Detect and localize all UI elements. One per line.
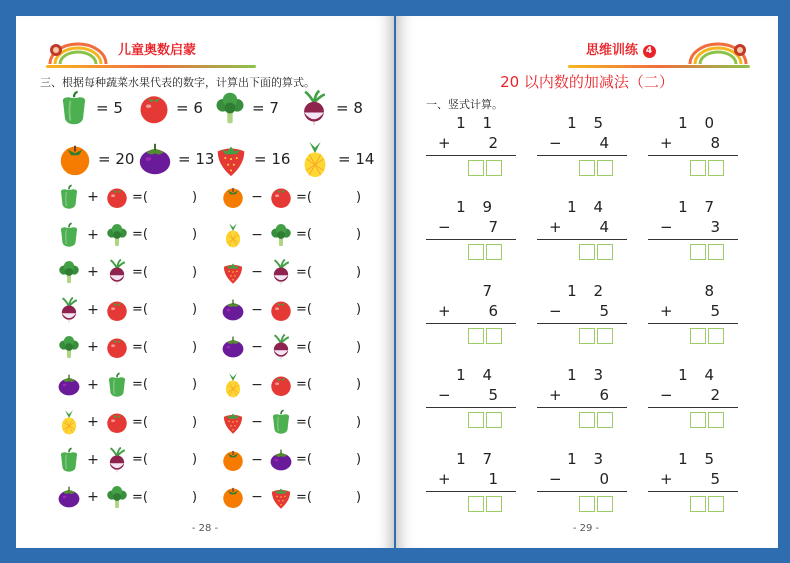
bottom-number: 6 [599, 386, 609, 404]
radish-icon [268, 334, 294, 360]
mangosteen-icon [268, 447, 294, 473]
sum-line [537, 155, 627, 156]
answer-blank[interactable]: =( ) [296, 189, 362, 205]
operator: + [438, 134, 451, 152]
answer-boxes[interactable] [468, 160, 502, 176]
answer-box[interactable] [486, 244, 502, 260]
legend-item-tomato [136, 90, 203, 126]
operator: + [660, 134, 673, 152]
mangosteen-icon [136, 140, 174, 178]
vertical-problem [537, 282, 627, 352]
tomato-icon [104, 409, 130, 435]
strawberry-icon [268, 484, 294, 510]
top-number: 7 [482, 282, 498, 300]
radish-icon [56, 297, 82, 323]
tomato-icon [268, 184, 294, 210]
sum-line [537, 323, 627, 324]
operator: − [549, 302, 562, 320]
top-number: 1 4 [567, 198, 609, 216]
answer-box[interactable] [579, 160, 595, 176]
top-number: 1 5 [678, 450, 720, 468]
bottom-number: 4 [599, 218, 609, 236]
operator: + [87, 489, 99, 505]
exercise-right [220, 222, 361, 248]
broccoli-icon [104, 222, 130, 248]
answer-box[interactable] [486, 412, 502, 428]
sum-line [426, 323, 516, 324]
exercise-left [56, 297, 197, 323]
vertical-problem [537, 114, 627, 184]
operator: + [87, 189, 99, 205]
bottom-number: 5 [710, 470, 720, 488]
left-banner [46, 34, 256, 66]
vertical-problem [648, 198, 738, 268]
legend-value: = 14 [338, 150, 375, 168]
operator: + [87, 414, 99, 430]
answer-boxes[interactable] [690, 160, 724, 176]
answer-box[interactable] [690, 160, 706, 176]
sum-line [537, 491, 627, 492]
operator: − [251, 264, 263, 280]
answer-blank[interactable]: =( ) [132, 377, 198, 392]
answer-blank[interactable]: =( ) [132, 339, 198, 355]
answer-box[interactable] [690, 412, 706, 428]
answer-box[interactable] [468, 496, 484, 512]
answer-box[interactable] [690, 244, 706, 260]
answer-blank[interactable]: =( ) [132, 302, 198, 317]
bottom-number: 1 [488, 470, 498, 488]
answer-blank[interactable]: =( ) [132, 264, 198, 280]
answer-boxes[interactable] [690, 244, 724, 260]
exercise-right [220, 372, 361, 398]
legend-item-broccoli [212, 90, 279, 126]
operator: + [87, 264, 99, 280]
top-number: 1 5 [567, 114, 609, 132]
vertical-problem [426, 366, 516, 436]
legend-value: = 8 [336, 99, 363, 117]
answer-box[interactable] [597, 496, 613, 512]
answer-box[interactable] [468, 160, 484, 176]
persimmon-icon [220, 484, 246, 510]
operator: − [549, 470, 562, 488]
top-number: 8 [704, 282, 720, 300]
exercise-right [220, 409, 361, 435]
tomato-icon [268, 297, 294, 323]
answer-boxes[interactable] [579, 496, 613, 512]
answer-box[interactable] [708, 160, 724, 176]
operator: − [660, 218, 673, 236]
operator: + [87, 451, 99, 468]
vertical-problem [648, 366, 738, 436]
legend-value: = 16 [254, 150, 291, 168]
broccoli-icon [268, 222, 294, 248]
exercise-left [56, 334, 197, 360]
rainbow-decoration-icon [686, 42, 750, 64]
page-number-left: - 28 - [191, 523, 219, 534]
operator: − [660, 386, 673, 404]
radish-icon [296, 90, 332, 126]
answer-boxes[interactable] [468, 244, 502, 260]
vertical-problem [648, 114, 738, 184]
sum-line [426, 491, 516, 492]
answer-boxes[interactable] [468, 328, 502, 344]
operator: + [660, 302, 673, 320]
exercise-left [56, 484, 197, 510]
radish-icon [268, 259, 294, 285]
vertical-problem [426, 450, 516, 520]
top-number: 1 4 [678, 366, 720, 384]
top-number: 1 2 [567, 282, 609, 300]
vertical-problem [648, 282, 738, 352]
sum-line [648, 155, 738, 156]
broccoli-icon [212, 90, 248, 126]
answer-blank[interactable]: =( ) [296, 302, 362, 317]
answer-box[interactable] [708, 244, 724, 260]
answer-box[interactable] [486, 160, 502, 176]
banner-underline [46, 65, 256, 68]
sum-line [537, 407, 627, 408]
tomato-icon [136, 90, 172, 126]
answer-boxes[interactable] [690, 328, 724, 344]
pineapple-icon [56, 409, 82, 435]
persimmon-icon [220, 447, 246, 473]
operator: − [251, 451, 263, 468]
radish-icon [104, 447, 130, 473]
bottom-number: 8 [710, 134, 720, 152]
answer-boxes[interactable] [468, 412, 502, 428]
mangosteen-icon [56, 372, 82, 398]
operator: − [251, 301, 263, 318]
answer-box[interactable] [486, 496, 502, 512]
top-number: 1 3 [567, 450, 609, 468]
sum-line [426, 239, 516, 240]
lesson-number-badge: 4 [643, 45, 656, 58]
answer-box[interactable] [597, 412, 613, 428]
legend-value: = 13 [178, 150, 215, 168]
bottom-number: 3 [710, 218, 720, 236]
exercise-right [220, 297, 361, 323]
pineapple-icon [220, 222, 246, 248]
sum-line [537, 239, 627, 240]
legend-value: = 6 [176, 99, 203, 117]
page-number-right: - 29 - [572, 523, 600, 534]
bottom-number: 6 [488, 302, 498, 320]
strawberry-icon [212, 140, 250, 178]
exercise-left [56, 372, 197, 398]
banner-underline [568, 65, 750, 68]
operator: − [251, 189, 263, 205]
sum-line [648, 239, 738, 240]
exercise-left [56, 409, 197, 435]
lesson-title: 20 以内数的加减法（二） [500, 73, 674, 91]
vertical-problem [537, 366, 627, 436]
green-pepper-icon [56, 447, 82, 473]
operator: + [87, 339, 99, 355]
answer-box[interactable] [690, 328, 706, 344]
answer-blank[interactable]: =( ) [132, 227, 198, 242]
answer-blank[interactable]: =( ) [296, 264, 362, 280]
broccoli-icon [56, 259, 82, 285]
right-banner [568, 34, 750, 66]
operator: − [251, 339, 263, 355]
vertical-problem [537, 198, 627, 268]
right-page [396, 16, 778, 548]
right-instruction: 一、竖式计算。 [426, 98, 503, 111]
legend-item-strawberry [212, 140, 290, 178]
bottom-number: 5 [710, 302, 720, 320]
green-pepper-icon [56, 90, 92, 126]
operator: + [87, 301, 99, 318]
left-banner-title: 儿童奥数启蒙 [118, 43, 197, 58]
operator: + [438, 470, 451, 488]
vertical-problem [648, 450, 738, 520]
sum-line [648, 491, 738, 492]
legend-value: = 20 [98, 150, 135, 168]
broccoli-icon [56, 334, 82, 360]
top-number: 1 4 [456, 366, 498, 384]
pineapple-icon [296, 140, 334, 178]
answer-box[interactable] [597, 160, 613, 176]
operator: + [87, 376, 99, 393]
rainbow-decoration-icon [46, 42, 110, 64]
answer-blank[interactable]: =( ) [296, 414, 362, 430]
answer-blank[interactable]: =( ) [296, 339, 362, 355]
answer-box[interactable] [708, 328, 724, 344]
strawberry-icon [220, 409, 246, 435]
vertical-problem [426, 114, 516, 184]
legend-item-persimmon [56, 140, 134, 178]
operator: − [438, 386, 451, 404]
exercise-right [220, 184, 361, 210]
answer-blank[interactable]: =( ) [132, 452, 198, 467]
top-number: 1 1 [456, 114, 498, 132]
answer-box[interactable] [597, 244, 613, 260]
green-pepper-icon [268, 409, 294, 435]
answer-box[interactable] [708, 496, 724, 512]
answer-boxes[interactable] [690, 496, 724, 512]
bottom-number: 7 [488, 218, 498, 236]
tomato-icon [104, 334, 130, 360]
answer-blank[interactable]: =( ) [132, 414, 198, 430]
answer-boxes[interactable] [468, 496, 502, 512]
top-number: 1 0 [678, 114, 720, 132]
green-pepper-icon [56, 222, 82, 248]
answer-box[interactable] [579, 244, 595, 260]
legend-item-radish [296, 90, 363, 126]
answer-blank[interactable]: =( ) [296, 227, 362, 242]
operator: − [251, 226, 263, 243]
bottom-number: 4 [599, 134, 609, 152]
answer-box[interactable] [579, 496, 595, 512]
legend-value: = 5 [96, 99, 123, 117]
answer-box[interactable] [486, 328, 502, 344]
legend-item-green-pepper [56, 90, 123, 126]
vertical-problem [426, 198, 516, 268]
answer-blank[interactable]: =( ) [132, 189, 198, 205]
green-pepper-icon [56, 184, 82, 210]
bottom-number: 2 [488, 134, 498, 152]
legend-item-pineapple [296, 140, 374, 178]
answer-boxes[interactable] [690, 412, 724, 428]
operator: − [251, 414, 263, 430]
answer-boxes[interactable] [579, 412, 613, 428]
persimmon-icon [220, 184, 246, 210]
top-number: 1 7 [678, 198, 720, 216]
bottom-number: 2 [710, 386, 720, 404]
top-number: 1 9 [456, 198, 498, 216]
answer-blank[interactable]: =( ) [296, 452, 362, 467]
exercise-right [220, 484, 361, 510]
answer-blank[interactable]: =( ) [296, 489, 362, 505]
answer-box[interactable] [579, 412, 595, 428]
sum-line [426, 407, 516, 408]
operator: − [549, 134, 562, 152]
answer-box[interactable] [597, 328, 613, 344]
radish-icon [104, 259, 130, 285]
left-instruction: 三、根据每种蔬菜水果代表的数字，计算出下面的算式。 [40, 76, 315, 89]
sum-line [648, 407, 738, 408]
exercise-right [220, 259, 361, 285]
right-banner-text: 思维训练 [586, 43, 639, 58]
vertical-problem [537, 450, 627, 520]
answer-box[interactable] [579, 328, 595, 344]
operator: − [251, 376, 263, 393]
tomato-icon [104, 297, 130, 323]
bottom-number: 5 [599, 302, 609, 320]
legend-value: = 7 [252, 99, 279, 117]
legend-item-mangosteen [136, 140, 214, 178]
exercise-right [220, 447, 361, 473]
answer-box[interactable] [708, 412, 724, 428]
answer-blank[interactable]: =( ) [296, 377, 362, 392]
mangosteen-icon [220, 334, 246, 360]
right-banner-title [586, 39, 656, 58]
tomato-icon [104, 184, 130, 210]
bottom-number: 0 [599, 470, 609, 488]
operator: − [438, 218, 451, 236]
tomato-icon [268, 372, 294, 398]
operator: + [438, 302, 451, 320]
sum-line [426, 155, 516, 156]
green-pepper-icon [104, 372, 130, 398]
answer-blank[interactable]: =( ) [132, 489, 198, 505]
answer-boxes[interactable] [579, 244, 613, 260]
exercise-right [220, 334, 361, 360]
operator: + [87, 226, 99, 243]
answer-box[interactable] [468, 412, 484, 428]
exercise-left [56, 447, 197, 473]
mangosteen-icon [220, 297, 246, 323]
answer-box[interactable] [468, 244, 484, 260]
exercise-left [56, 184, 197, 210]
bottom-number: 5 [488, 386, 498, 404]
answer-box[interactable] [468, 328, 484, 344]
exercise-left [56, 259, 197, 285]
top-number: 1 7 [456, 450, 498, 468]
mangosteen-icon [56, 484, 82, 510]
answer-box[interactable] [690, 496, 706, 512]
broccoli-icon [104, 484, 130, 510]
operator: + [549, 218, 562, 236]
vertical-problem [426, 282, 516, 352]
operator: − [251, 489, 263, 505]
answer-boxes[interactable] [579, 328, 613, 344]
top-number: 1 3 [567, 366, 609, 384]
strawberry-icon [220, 259, 246, 285]
sum-line [648, 323, 738, 324]
pineapple-icon [220, 372, 246, 398]
exercise-left [56, 222, 197, 248]
operator: + [660, 470, 673, 488]
left-page [16, 16, 394, 548]
operator: + [549, 386, 562, 404]
persimmon-icon [56, 140, 94, 178]
answer-boxes[interactable] [579, 160, 613, 176]
